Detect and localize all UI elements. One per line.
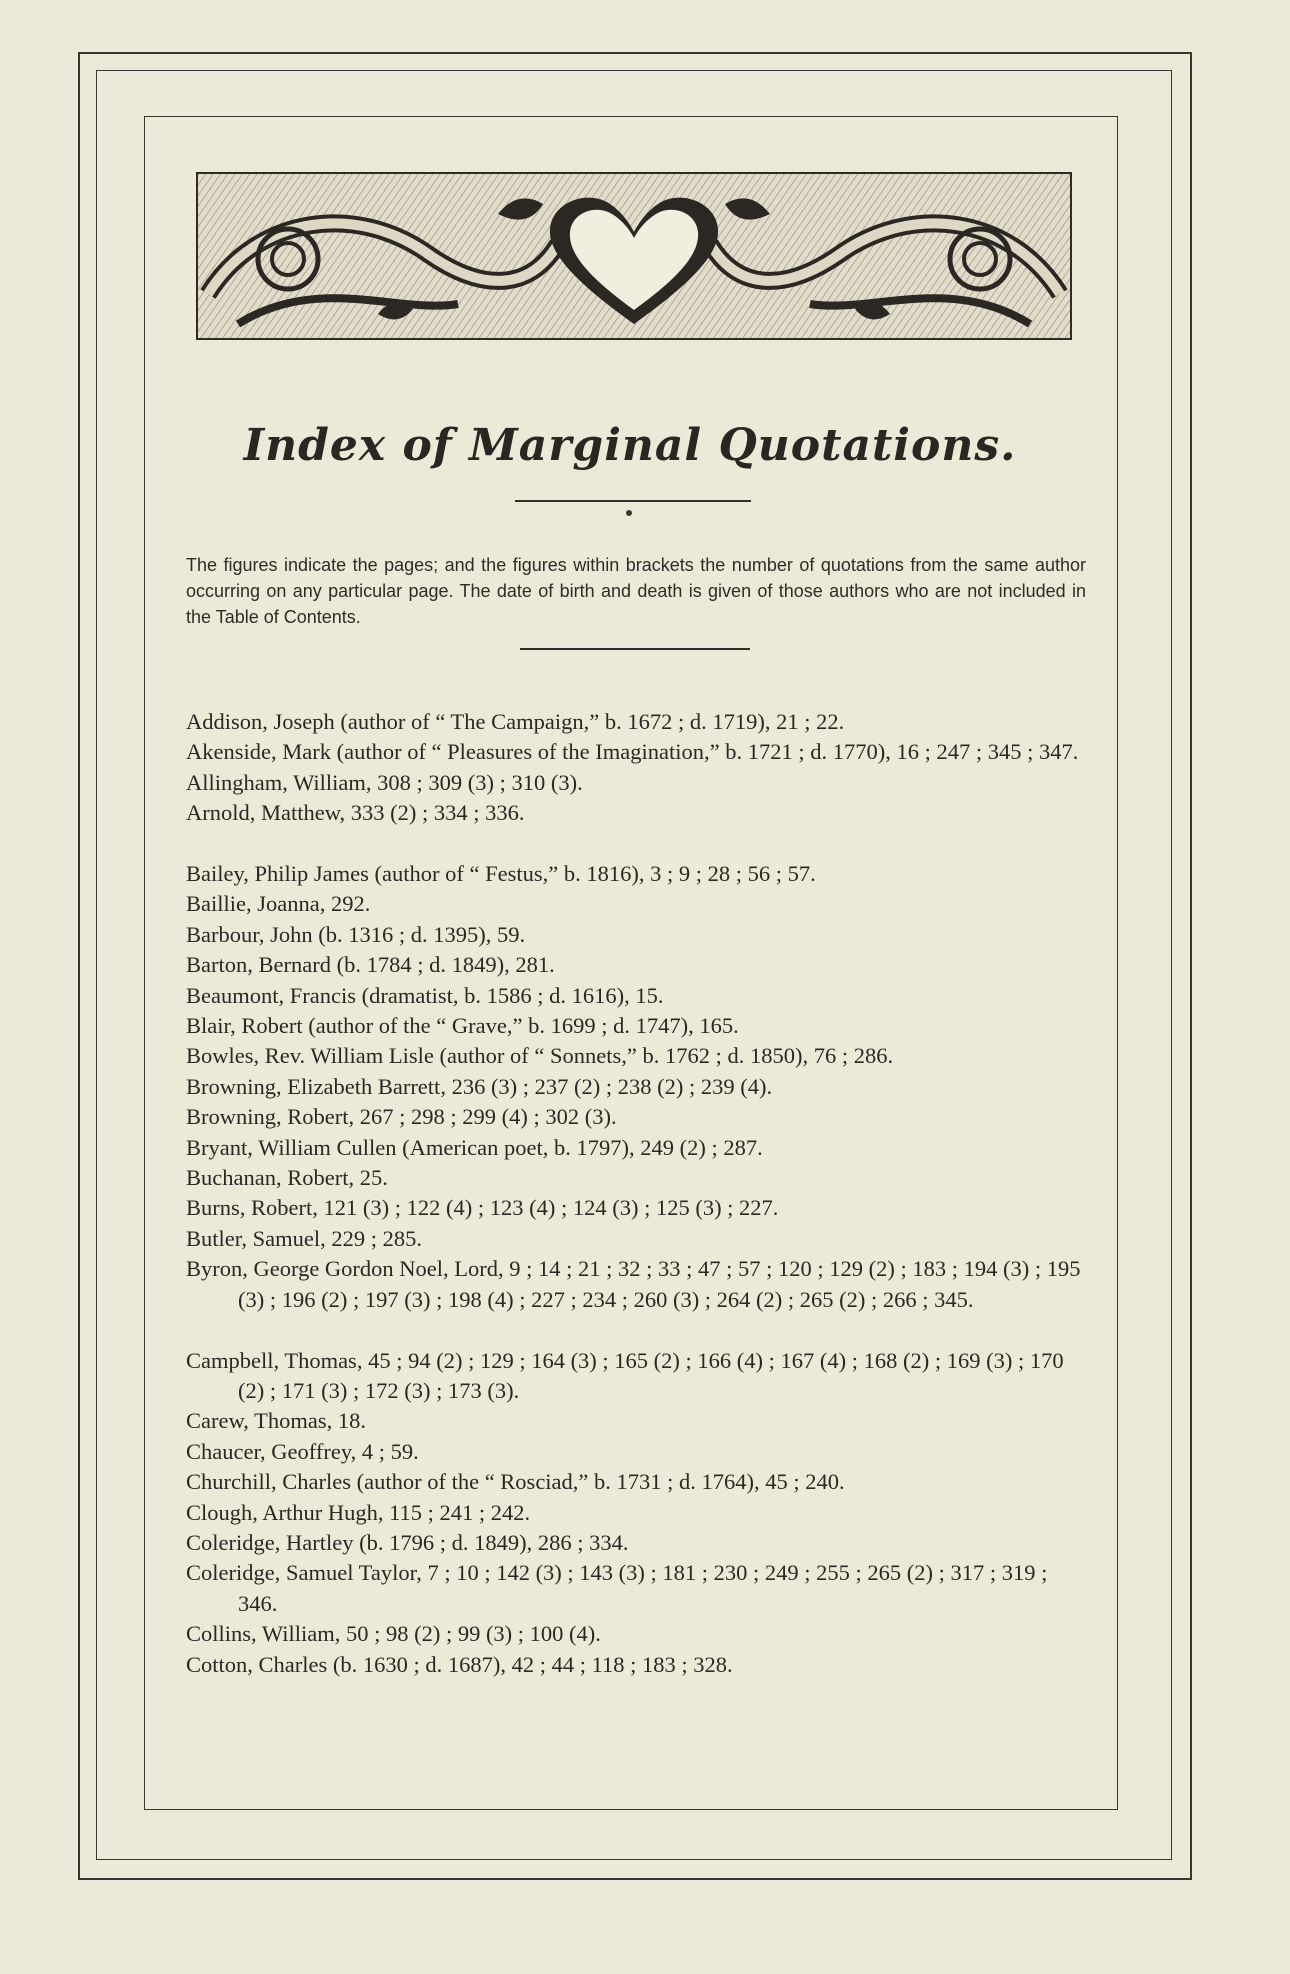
author-name: Browning, Elizabeth Barrett: [186, 1073, 441, 1099]
entry-details: (author of “ Pleasures of the Imagination,” b. 1721 ; d. 1770), 16 ; 247 ; 345 ; 347.: [330, 739, 1079, 765]
index-entry: [186, 889, 1086, 919]
entry-details: , 18.: [326, 1408, 366, 1434]
index-entry: [186, 1650, 1086, 1680]
author-name: Butler, Samuel: [186, 1225, 321, 1251]
entry-details: , 50 ; 98 (2) ; 99 (3) ; 100 (4).: [334, 1621, 601, 1647]
author-name: Carew, Thomas: [186, 1408, 327, 1434]
index-entry: [186, 798, 1086, 828]
entry-details: (b. 1796 ; d. 1849), 286 ; 334.: [353, 1529, 629, 1555]
page-title: Index of Marginal Quotations.: [243, 420, 1017, 471]
index-entry: [186, 737, 1086, 767]
index-entry: [186, 707, 1086, 737]
entry-details: , 45 ; 94 (2) ; 129 ; 164 (3) ; 165 (2) ; 166 (4) ; 167 (4) ; 168 (2) ; 169 (3) ; 170 (2) ; 171 (3) ; 172 (3) ; 173 (3).: [238, 1347, 1064, 1403]
index-entry: [186, 1498, 1086, 1528]
author-name: Bryant, William Cullen: [186, 1134, 397, 1160]
entry-details: , 121 (3) ; 122 (4) ; 123 (4) ; 124 (3) ; 125 (3) ; 227.: [312, 1195, 779, 1221]
author-name: Bowles, Rev. William Lisle: [186, 1043, 434, 1069]
entry-details: , 292.: [319, 891, 371, 917]
note-rule: [520, 648, 750, 650]
entry-details: , 25.: [348, 1165, 388, 1191]
index-entry: [186, 981, 1086, 1011]
author-name: Clough, Arthur Hugh: [186, 1499, 378, 1525]
index-entry: [186, 1011, 1086, 1041]
entry-details: (b. 1784 ; d. 1849), 281.: [330, 952, 555, 978]
entry-details: (author of “ Festus,” b. 1816), 3 ; 9 ; 28 ; 56 ; 57.: [368, 861, 816, 887]
entry-details: (author of the “ Grave,” b. 1699 ; d. 1747), 165.: [302, 1013, 739, 1039]
author-name: Coleridge, Hartley: [186, 1529, 354, 1555]
entry-details: (author of the “ Rosciad,” b. 1731 ; d. 1764), 45 ; 240.: [350, 1469, 845, 1495]
author-name: Chaucer, Geoffrey: [186, 1438, 351, 1464]
author-name: Campbell, Thomas: [186, 1347, 357, 1373]
index-entry: [186, 1133, 1086, 1163]
author-name: Burns, Robert: [186, 1195, 313, 1221]
index-entry: [186, 768, 1086, 798]
author-name: Barton, Bernard: [186, 952, 331, 978]
entry-details: , 9 ; 14 ; 21 ; 32 ; 33 ; 47 ; 57 ; 120 ; 129 (2) ; 183 ; 194 (3) ; 195 (3) ; 196 (2) ; 197 (3) ; 198 (4) ; 227 ; 234 ; 260 (3) ; 264 (2) ; 265 (2) ; 266 ; 345.: [238, 1256, 1081, 1312]
author-name: Bailey, Philip James: [186, 861, 369, 887]
heart-scroll-ornament-icon: [196, 172, 1072, 340]
author-name: Collins, William: [186, 1621, 335, 1647]
entry-details: , 308 ; 309 (3) ; 310 (3).: [365, 769, 583, 795]
entry-details: (American poet, b. 1797), 249 (2) ; 287.: [396, 1134, 763, 1160]
entry-details: , 7 ; 10 ; 142 (3) ; 143 (3) ; 181 ; 230 ; 249 ; 255 ; 265 (2) ; 317 ; 319 ; 346.: [238, 1560, 1048, 1616]
entry-details: (dramatist, b. 1586 ; d. 1616), 15.: [355, 982, 664, 1008]
index-entry: [186, 1072, 1086, 1102]
index-entry: [186, 1528, 1086, 1558]
author-name: Beaumont, Francis: [186, 982, 356, 1008]
entry-details: , 115 ; 241 ; 242.: [377, 1499, 531, 1525]
entry-details: , 229 ; 285.: [320, 1225, 422, 1251]
author-name: Akenside, Mark: [186, 739, 331, 765]
entry-details: (b. 1316 ; d. 1395), 59.: [312, 921, 526, 947]
index-entry: [186, 1558, 1086, 1619]
index-entry: [186, 1467, 1086, 1497]
entry-details: (b. 1630 ; d. 1687), 42 ; 44 ; 118 ; 183 ; 328.: [327, 1651, 733, 1677]
author-name: Byron, George Gordon Noel, Lord: [186, 1256, 499, 1282]
index-entry: [186, 950, 1086, 980]
index-entry: [186, 1041, 1086, 1071]
author-name: Baillie, Joanna: [186, 891, 320, 917]
index-entry: [186, 1102, 1086, 1132]
author-name: Cotton, Charles: [186, 1651, 328, 1677]
index-entry: [186, 1193, 1086, 1223]
index-group-c: [186, 1346, 1086, 1680]
index-entry: [186, 1619, 1086, 1649]
index-entries: [186, 707, 1086, 1710]
entry-details: (author of “ Sonnets,” b. 1762 ; d. 1850), 76 ; 286.: [433, 1043, 894, 1069]
author-name: Arnold, Matthew: [186, 800, 340, 826]
entry-details: (author of “ The Campaign,” b. 1672 ; d. 1719), 21 ; 22.: [334, 709, 845, 734]
author-name: Blair, Robert: [186, 1013, 303, 1039]
index-group-b: [186, 859, 1086, 1315]
index-entry: [186, 1163, 1086, 1193]
entry-details: , 267 ; 298 ; 299 (4) ; 302 (3).: [348, 1104, 617, 1130]
author-name: Coleridge, Samuel Taylor: [186, 1560, 417, 1586]
index-entry: [186, 1254, 1086, 1315]
index-entry: [186, 1437, 1086, 1467]
explanatory-note: The figures indicate the pages; and the figures within brackets the number of quotations from the same author occurring on any particular page. The date of birth and death is given of those authors who are not included in the Table of Contents.: [186, 555, 1086, 627]
author-name: Barbour, John: [186, 921, 313, 947]
author-name: Browning, Robert: [186, 1104, 349, 1130]
index-entry: [186, 1346, 1086, 1407]
index-group-a: [186, 707, 1086, 829]
ornament-dot: [626, 510, 632, 516]
author-name: Allingham, William: [186, 769, 366, 795]
author-name: Buchanan, Robert: [186, 1165, 349, 1191]
index-entry: [186, 1406, 1086, 1436]
entry-details: , 333 (2) ; 334 ; 336.: [339, 800, 525, 826]
author-name: Churchill, Charles: [186, 1469, 351, 1495]
title-rule: [515, 500, 751, 502]
entry-details: , 4 ; 59.: [350, 1438, 419, 1464]
index-entry: [186, 1224, 1086, 1254]
index-entry: [186, 920, 1086, 950]
entry-details: , 236 (3) ; 237 (2) ; 238 (2) ; 239 (4).: [440, 1073, 773, 1099]
index-entry: [186, 859, 1086, 889]
author-name: Addison, Joseph: [186, 709, 335, 734]
